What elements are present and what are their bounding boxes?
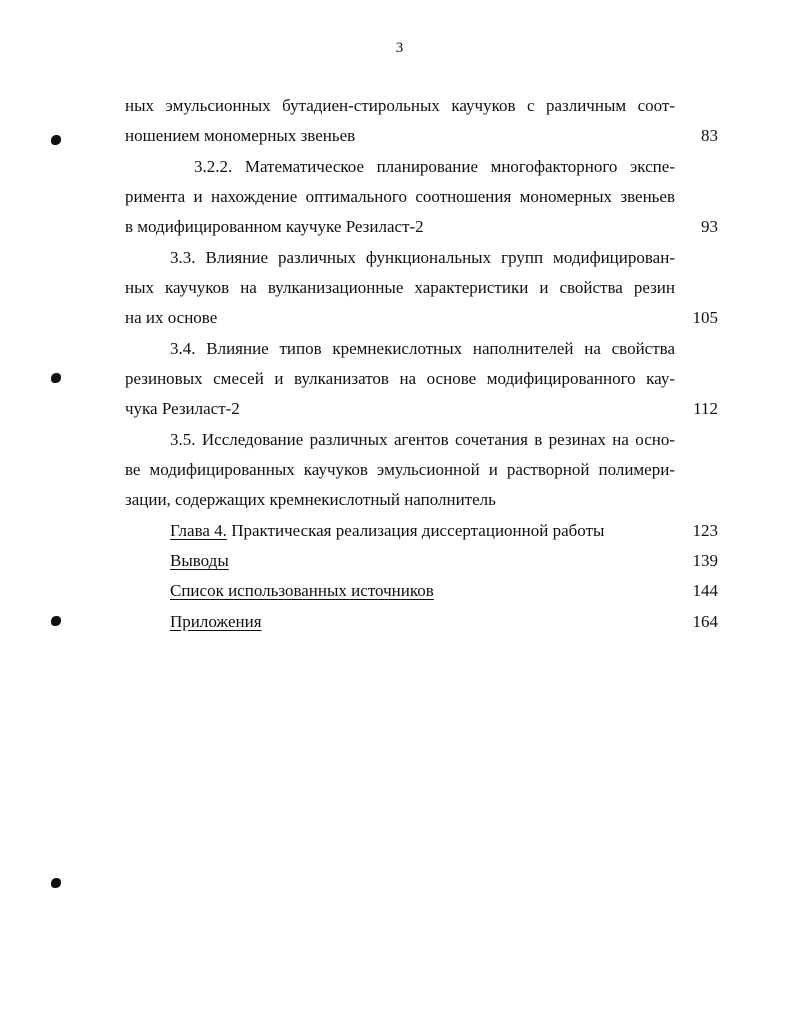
binding-mark (51, 373, 61, 383)
conclusions-link[interactable]: Выводы (170, 551, 229, 570)
toc-line: зации, содержащих кремнекислотный наполнитель (125, 490, 496, 509)
binding-mark (51, 616, 61, 626)
toc-page-number: 105 (692, 308, 718, 327)
toc-line: на их основе (125, 308, 218, 327)
toc-page-number: 123 (692, 521, 718, 540)
page-number: 3 (395, 40, 404, 56)
toc-entry-chapter-4[interactable] (170, 519, 604, 543)
toc-line: 3.2.2. Математическое планирование многофакторного экспе- (194, 157, 675, 176)
toc-page-number: 139 (692, 551, 718, 570)
toc-page-number: 83 (701, 126, 718, 145)
toc-line: 3.4. Влияние типов кремнекислотных наполнителей на свойства (170, 339, 675, 358)
binding-mark (51, 878, 61, 888)
toc-line: резиновых смесей и вулканизатов на основе модифицированного кау- (125, 369, 675, 388)
toc-line: в модифицированном каучуке Резиласт-2 (125, 217, 424, 236)
toc-line: ных каучуков на вулканизационные характеристики и свойства резин (125, 278, 675, 297)
toc-line: ных эмульсионных бутадиен-стирольных каучуков с различным соот- (125, 96, 675, 115)
toc-line: 3.5. Исследование различных агентов сочетания в резинах на осно- (170, 430, 675, 449)
toc-page-number: 112 (693, 399, 718, 418)
toc-line: ношением мономерных звеньев (125, 126, 356, 145)
toc-page-number: 164 (692, 612, 718, 631)
chapter-4-title: Практическая реализация диссертационной работы (226, 521, 605, 540)
toc-page-number: 93 (701, 217, 718, 236)
toc-line: ве модифицированных каучуков эмульсионной и растворной полимери- (125, 460, 675, 479)
toc-line: 3.3. Влияние различных функциональных групп модифицирован- (170, 248, 675, 267)
appendices-link[interactable]: Приложения (170, 612, 262, 631)
binding-mark (51, 135, 61, 145)
toc-line: римента и нахождение оптимального соотношения мономерных звеньев (125, 187, 675, 206)
toc-line: чука Резиласт-2 (125, 399, 240, 418)
toc-page-number: 144 (692, 581, 718, 600)
references-link[interactable]: Список использованных источников (170, 581, 434, 600)
chapter-4-link[interactable]: Глава 4. (170, 521, 227, 540)
